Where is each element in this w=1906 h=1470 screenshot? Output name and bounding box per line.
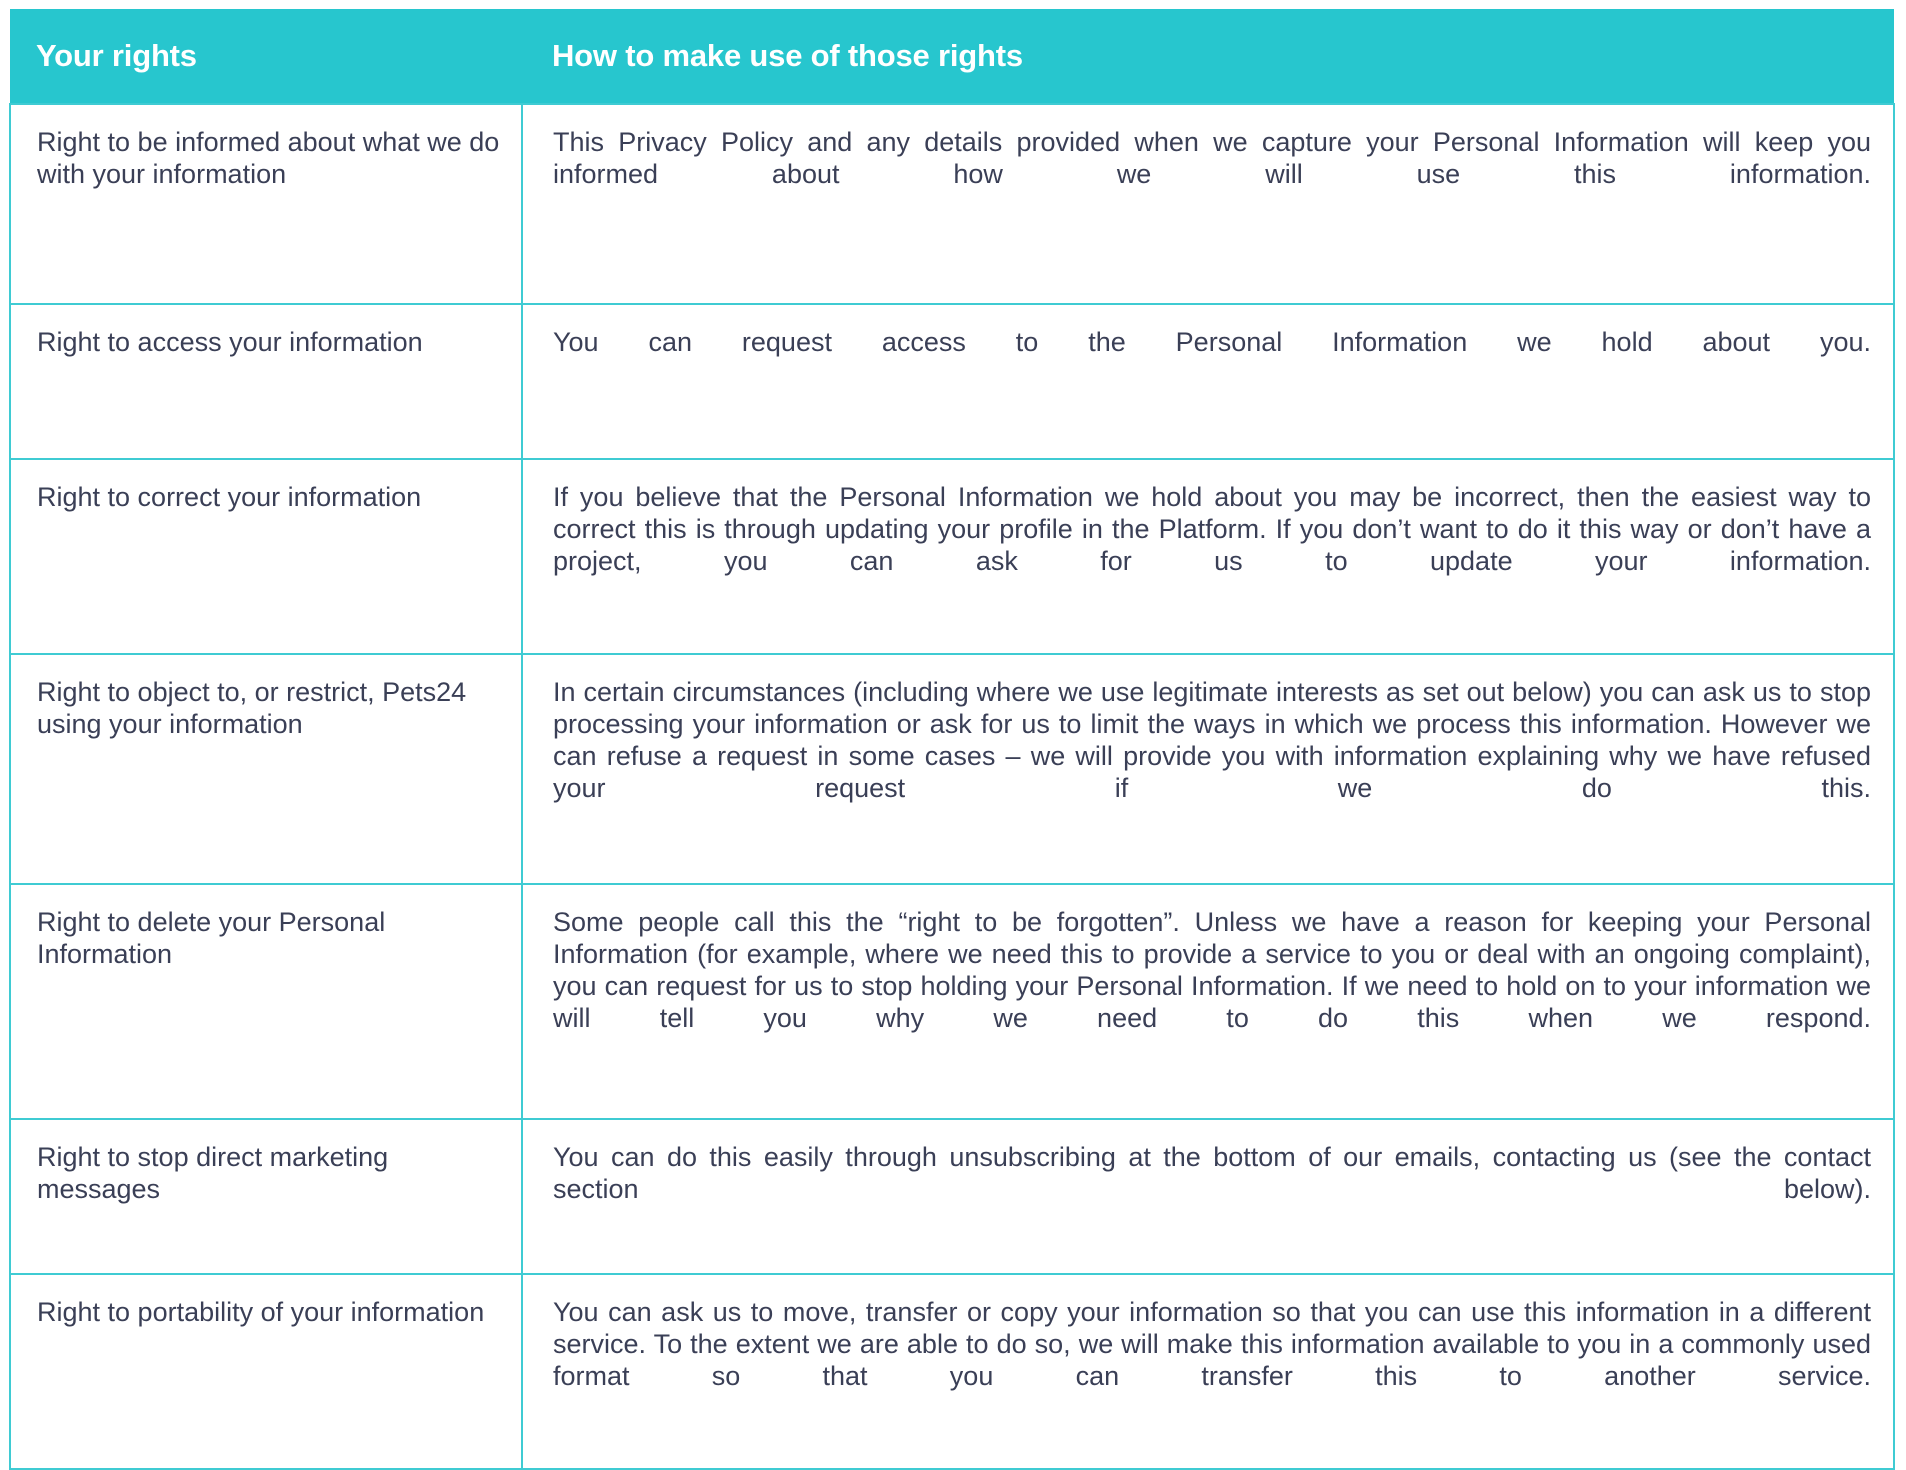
table-row <box>10 304 1894 459</box>
table-header <box>10 9 1894 104</box>
how-to-cell <box>522 304 1894 459</box>
right-title-cell: Right to portability of your information <box>10 1274 522 1469</box>
how-to-text: Some people call this the “right to be forgotten”. Unless we have a reason for keeping your Personal Information (for example, where we need this to provide a service to you or deal with an ongoing complaint), you can request for us to stop holding your Personal Information. If we need to hold on to your information we will tell you why we need to do this when we respond. <box>553 907 1871 1033</box>
table-row <box>10 459 1894 654</box>
how-to-text: You can ask us to move, transfer or copy your information so that you can use this information in a different service. To the extent we are able to do so, we will make this information available to you in a commonly used format so that you can transfer this to another service. <box>553 1297 1871 1391</box>
how-to-text: In certain circumstances (including where we use legitimate interests as set out below) you can ask us to stop processing your information or ask for us to limit the ways in which we process this information. However we can refuse a request in some cases – we will provide you with information explaining why we have refused your request if we do this. <box>553 677 1871 803</box>
right-title-cell: Right to access your information <box>10 304 522 459</box>
how-to-cell <box>522 654 1894 884</box>
how-to-cell <box>522 1274 1894 1469</box>
table-header-row <box>10 9 1894 104</box>
how-to-text: You can request access to the Personal Information we hold about you. <box>553 327 1871 357</box>
how-to-text: If you believe that the Personal Information we hold about you may be incorrect, then the easiest way to correct this is through updating your profile in the Platform. If you don’t want to do it this way or don’t have a project, you can ask for us to update your information. <box>553 482 1871 576</box>
table-row <box>10 884 1894 1119</box>
column-header-your-rights: Your rights <box>10 9 522 104</box>
column-header-how-to-make-use: How to make use of those rights <box>522 9 1894 104</box>
right-title-cell: Right to stop direct marketing messages <box>10 1119 522 1274</box>
table-row <box>10 1119 1894 1274</box>
table-row <box>10 104 1894 304</box>
how-to-text: You can do this easily through unsubscribing at the bottom of our emails, contacting us (see the contact section below). <box>553 1142 1871 1204</box>
table-body <box>10 104 1894 1469</box>
right-title-cell: Right to correct your information <box>10 459 522 654</box>
right-title-cell: Right to object to, or restrict, Pets24 using your information <box>10 654 522 884</box>
right-title-cell: Right to delete your Personal Information <box>10 884 522 1119</box>
table-row <box>10 1274 1894 1469</box>
table-row <box>10 654 1894 884</box>
right-title-cell: Right to be informed about what we do with your information <box>10 104 522 304</box>
how-to-cell <box>522 1119 1894 1274</box>
how-to-cell <box>522 104 1894 304</box>
how-to-cell <box>522 884 1894 1119</box>
how-to-cell <box>522 459 1894 654</box>
rights-table <box>9 9 1895 1470</box>
how-to-text: This Privacy Policy and any details provided when we capture your Personal Information will keep you informed about how we will use this information. <box>553 127 1871 189</box>
